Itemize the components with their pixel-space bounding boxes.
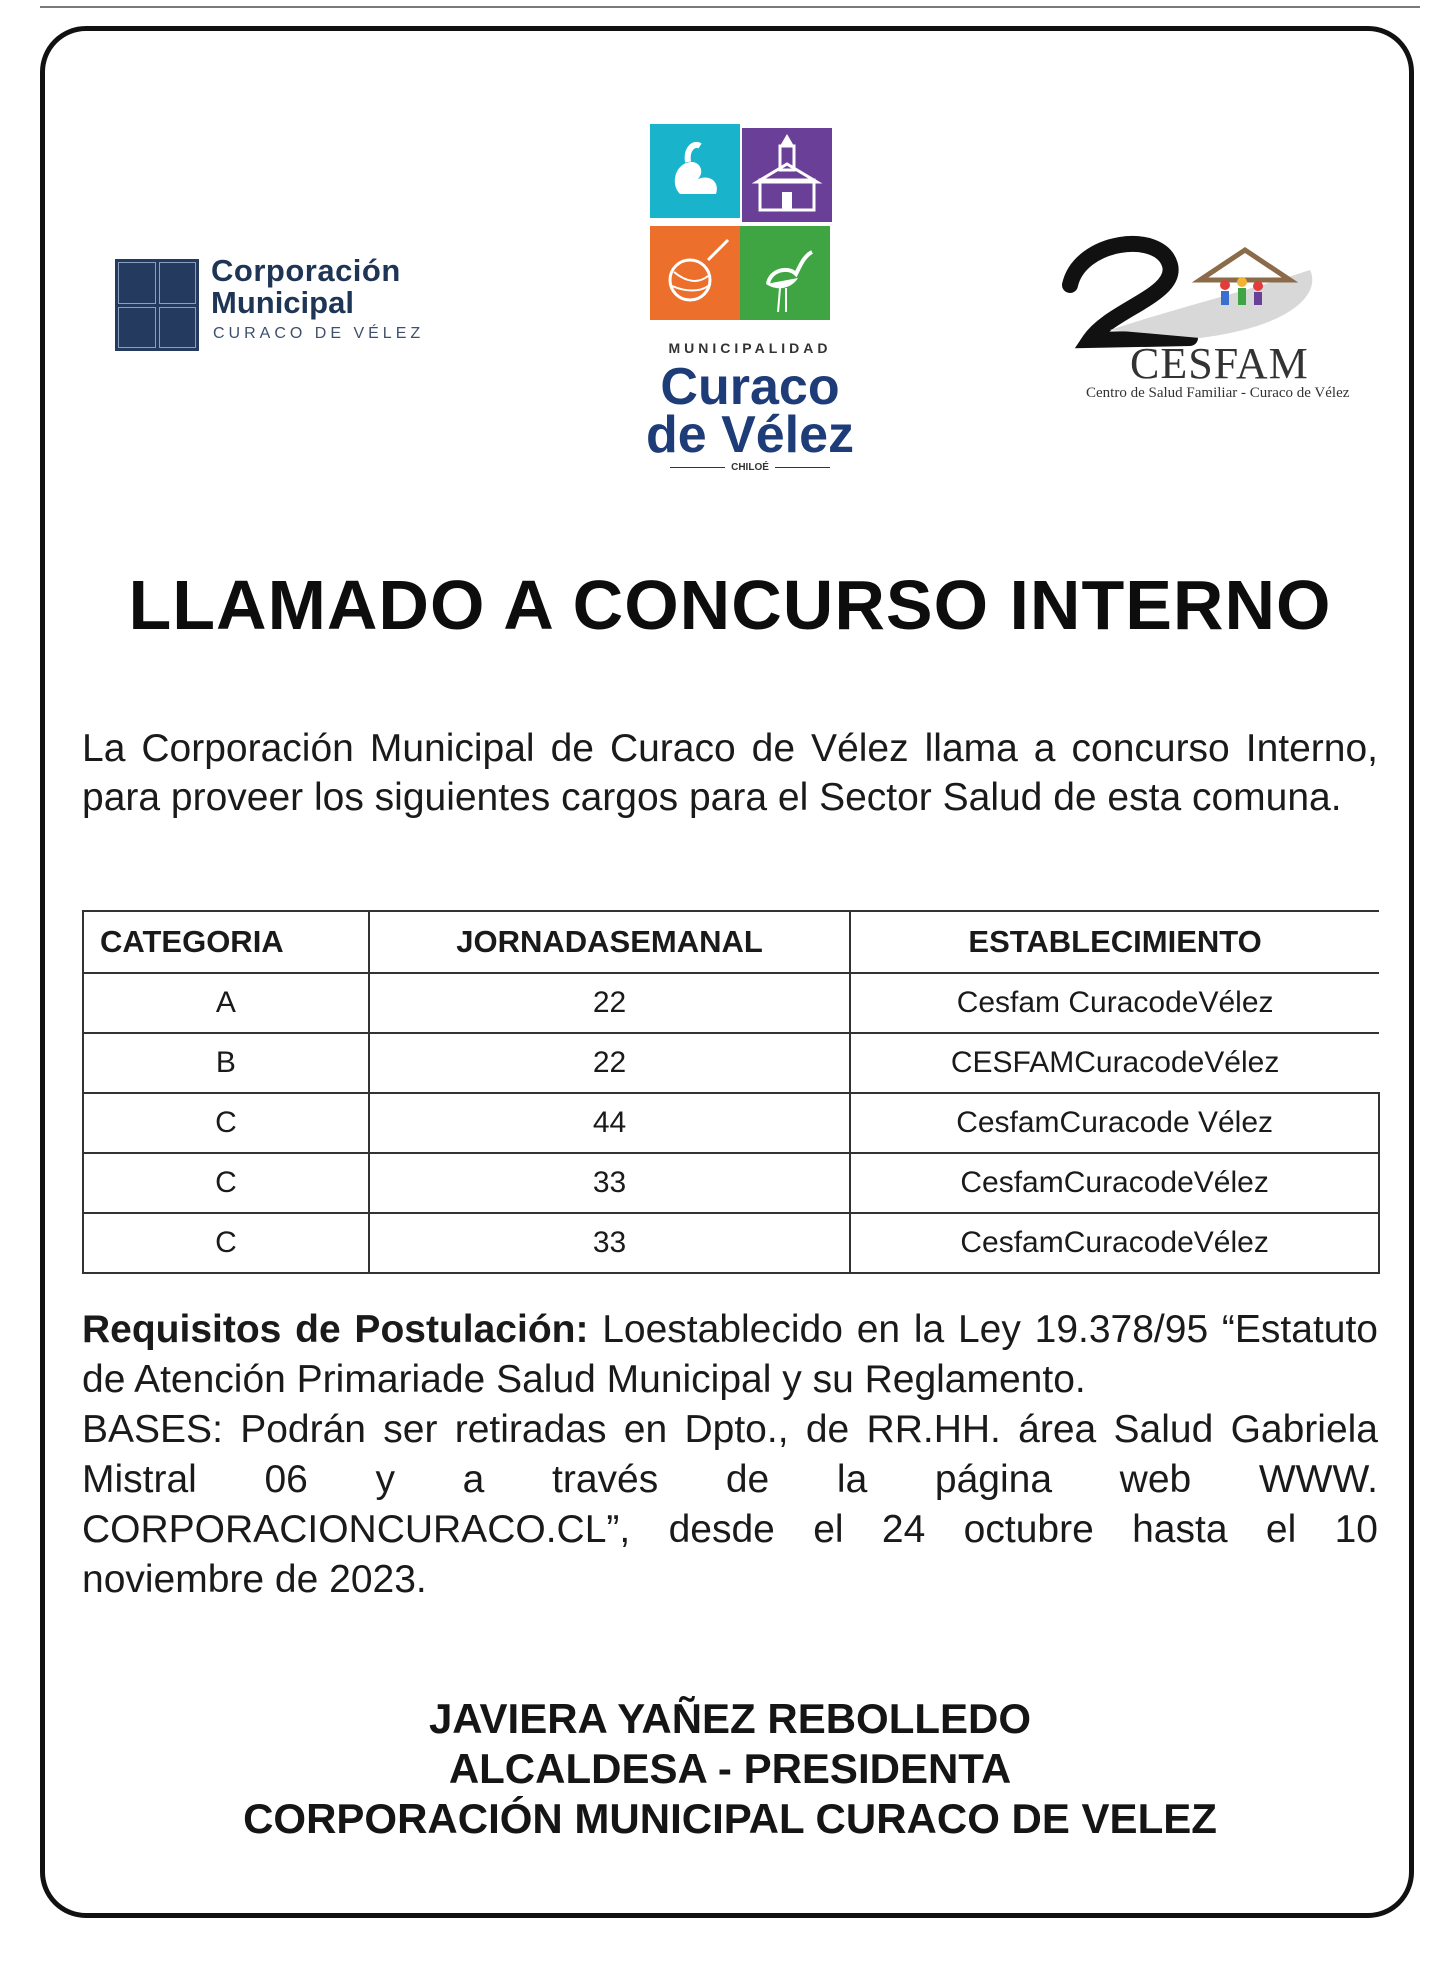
cell-jornada: 44 xyxy=(369,1093,850,1153)
cell-jornada: 22 xyxy=(369,973,850,1033)
region-label: CHILOÉ xyxy=(731,462,769,473)
cell-categoria: A xyxy=(83,973,369,1033)
requisitos-text: Loestablecido en la Ley 19.378/95 “Estatuto de Atención Primariade Salud Municipal y su Reglamento. xyxy=(82,1308,1378,1401)
cell-establecimiento: CESFAMCuracodeVélez xyxy=(850,1033,1379,1093)
municipalidad-name-line2: de Vélez xyxy=(645,406,855,464)
church-icon xyxy=(159,262,197,304)
municipalidad-logo xyxy=(600,120,900,480)
cell-jornada: 33 xyxy=(369,1153,850,1213)
corporacion-logo xyxy=(115,255,435,355)
church-icon xyxy=(742,128,832,222)
table-row xyxy=(83,1213,1379,1273)
requisitos-section xyxy=(82,1305,1378,1605)
top-rule xyxy=(40,6,1420,8)
signer-name: JAVIERA YAÑEZ REBOLLEDO xyxy=(428,1695,1032,1742)
yarn-icon xyxy=(118,307,156,349)
header-establecimiento: ESTABLECIMIENTO xyxy=(850,911,1379,973)
cell-establecimiento: Cesfam CuracodeVélez xyxy=(850,973,1379,1033)
cell-establecimiento: CesfamCuracode Vélez xyxy=(850,1093,1379,1153)
municipalidad-label: MUNICIPALIDAD xyxy=(668,340,832,356)
swan-icon xyxy=(118,262,156,304)
requisitos-paragraph xyxy=(82,1305,1378,1405)
header-jornada: JORNADASEMANAL xyxy=(369,911,850,973)
cesfam-logo xyxy=(1050,230,1350,410)
corporacion-logo-line2: Municipal xyxy=(211,285,354,320)
bases-paragraph: BASES: Podrán ser retiradas en Dpto., de RR.HH. área Salud Gabriela Mistral 06 y a través de la página web WWW. CORPORACIONCURACO.CL”, desde el 24 octubre hasta el 10 noviembre de 2023. xyxy=(82,1408,1378,1601)
signer-title: ALCALDESA - PRESIDENTA xyxy=(448,1745,1012,1792)
cesfam-subtitle: Centro de Salud Familiar - Curaco de Vélez xyxy=(1086,385,1350,401)
swan-icon xyxy=(650,124,740,218)
heron-icon xyxy=(740,226,830,320)
header-categoria: CATEGORIA xyxy=(83,911,369,973)
cesfam-name: CESFAM xyxy=(1130,339,1309,388)
municipalidad-region xyxy=(650,462,850,473)
table-row xyxy=(83,1033,1379,1093)
requisitos-label: Requisitos de Postulación: xyxy=(82,1308,589,1351)
corporacion-logo-mark xyxy=(115,259,199,351)
page-title: LLAMADO A CONCURSO INTERNO xyxy=(128,566,1332,644)
cargos-table xyxy=(82,910,1380,1274)
cell-jornada: 22 xyxy=(369,1033,850,1093)
cell-establecimiento: CesfamCuracodeVélez xyxy=(850,1153,1379,1213)
yarn-icon xyxy=(650,226,740,320)
corporacion-logo-line1: Corporación xyxy=(211,253,401,288)
table-header-row xyxy=(83,911,1379,973)
table-row xyxy=(83,973,1379,1033)
signer-institution: CORPORACIÓN MUNICIPAL CURACO DE VELEZ xyxy=(243,1795,1217,1842)
cell-establecimiento: CesfamCuracodeVélez xyxy=(850,1213,1379,1273)
cell-categoria: B xyxy=(83,1033,369,1093)
cesfam-logo-mark xyxy=(1050,230,1350,350)
cell-categoria: C xyxy=(83,1213,369,1273)
cell-jornada: 33 xyxy=(369,1213,850,1273)
cell-categoria: C xyxy=(83,1153,369,1213)
corporacion-logo-line3: CURACO DE VÉLEZ xyxy=(213,325,425,342)
municipalidad-name-line1: Curaco xyxy=(660,358,840,416)
heron-icon xyxy=(159,307,197,349)
intro-paragraph: La Corporación Municipal de Curaco de Vélez llama a concurso Interno, para proveer los siguientes cargos para el Sector Salud de esta comuna. xyxy=(82,727,1378,819)
table-row xyxy=(83,1093,1379,1153)
table-row xyxy=(83,1153,1379,1213)
cell-categoria: C xyxy=(83,1093,369,1153)
